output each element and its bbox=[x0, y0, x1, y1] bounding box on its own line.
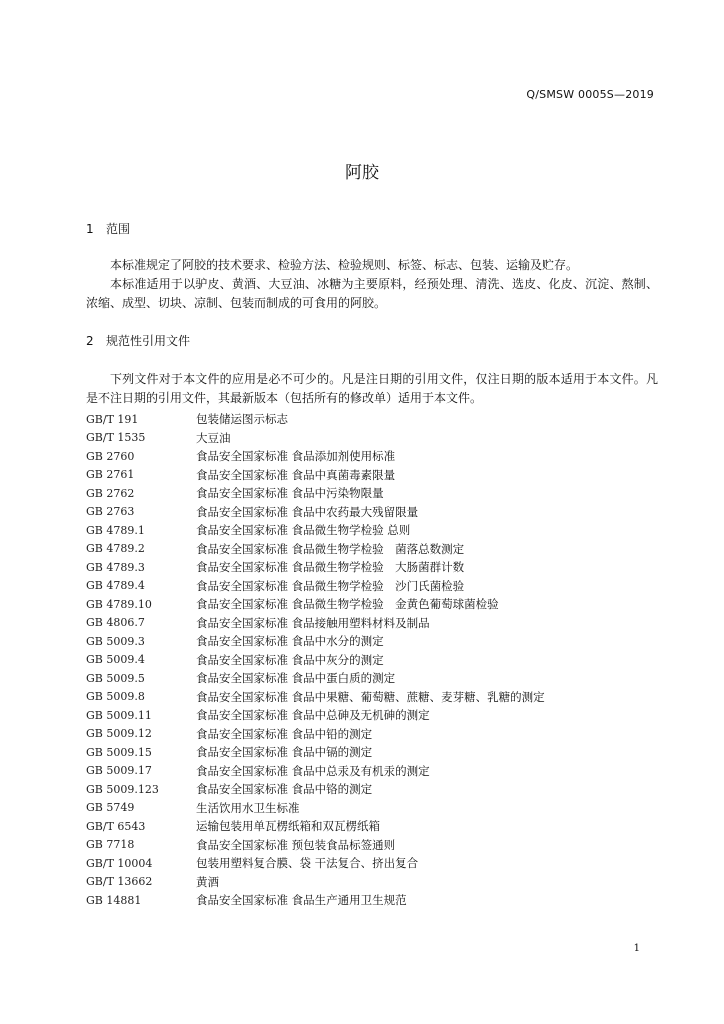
reference-code: GB/T 13662 bbox=[86, 875, 153, 889]
reference-row bbox=[86, 466, 658, 485]
reference-row bbox=[86, 651, 658, 670]
reference-row bbox=[86, 669, 658, 688]
reference-row bbox=[86, 503, 658, 522]
page-number: 1 bbox=[633, 943, 640, 954]
reference-code: GB 2762 bbox=[86, 486, 135, 500]
reference-name: 大豆油 bbox=[196, 430, 231, 445]
reference-name: 运输包装用单瓦楞纸箱和双瓦楞纸箱 bbox=[196, 819, 380, 834]
reference-code: GB 5009.12 bbox=[86, 727, 152, 741]
reference-row bbox=[86, 799, 658, 818]
reference-code: GB 7718 bbox=[86, 838, 135, 852]
reference-code: GB 2761 bbox=[86, 468, 135, 482]
reference-code: GB 2763 bbox=[86, 505, 135, 519]
reference-row bbox=[86, 540, 658, 559]
reference-row bbox=[86, 836, 658, 855]
reference-code: GB/T 191 bbox=[86, 412, 139, 426]
reference-row bbox=[86, 447, 658, 466]
reference-code: GB 5749 bbox=[86, 801, 135, 815]
reference-code: GB 4789.4 bbox=[86, 579, 145, 593]
scope-paragraph-2: 本标准适用于以驴皮、黄酒、大豆油、冰糖为主要原料，经预处理、清洗、选皮、化皮、沉淀、熬制、浓缩、成型、切块、凉制、包装而制成的可食用的阿胶。 bbox=[86, 277, 658, 310]
reference-code: GB/T 6543 bbox=[86, 819, 146, 833]
document-code: Q/SMSW 0005S—2019 bbox=[526, 88, 654, 101]
reference-name: 食品安全国家标准 食品中蛋白质的测定 bbox=[196, 671, 396, 686]
reference-row bbox=[86, 429, 658, 448]
reference-name: 包装用塑料复合膜、袋 干法复合、挤出复合 bbox=[196, 856, 419, 871]
reference-code: GB 4789.10 bbox=[86, 597, 152, 611]
reference-name: 食品安全国家标准 食品微生物学检验 金黄色葡萄球菌检验 bbox=[196, 597, 499, 612]
reference-name: 生活饮用水卫生标准 bbox=[196, 800, 300, 815]
reference-row bbox=[86, 817, 658, 836]
reference-code: GB 5009.11 bbox=[86, 708, 152, 722]
reference-row bbox=[86, 762, 658, 781]
reference-row bbox=[86, 521, 658, 540]
reference-code: GB 5009.8 bbox=[86, 690, 145, 704]
reference-row bbox=[86, 632, 658, 651]
reference-row bbox=[86, 873, 658, 892]
reference-row bbox=[86, 614, 658, 633]
reference-name: 食品安全国家标准 食品添加剂使用标准 bbox=[196, 449, 396, 464]
reference-name: 食品安全国家标准 食品中铬的测定 bbox=[196, 782, 373, 797]
reference-name: 食品安全国家标准 食品中镉的测定 bbox=[196, 745, 373, 760]
reference-name: 食品安全国家标准 食品微生物学检验 菌落总数测定 bbox=[196, 541, 465, 556]
reference-code: GB/T 10004 bbox=[86, 856, 153, 870]
reference-name: 包装储运图示标志 bbox=[196, 412, 288, 427]
section-1-title: 范围 bbox=[106, 222, 131, 236]
reference-name: 食品安全国家标准 食品接触用塑料材料及制品 bbox=[196, 615, 430, 630]
section-1-number: 1 bbox=[86, 222, 94, 236]
reference-row bbox=[86, 725, 658, 744]
reference-name: 食品安全国家标准 食品中灰分的测定 bbox=[196, 652, 384, 667]
references-intro-paragraph: 下列文件对于本文件的应用是必不可少的。凡是注日期的引用文件，仅注日期的版本适用于本文件。凡是不注日期的引用文件，其最新版本（包括所有的修改单）适用于本文件。 bbox=[86, 372, 658, 405]
reference-name: 食品安全国家标准 食品微生物学检验 总则 bbox=[196, 523, 411, 538]
scope-paragraph-1: 本标准规定了阿胶的技术要求、检验方法、检验规则、标签、标志、包装、运输及贮存。 bbox=[110, 258, 579, 272]
reference-row bbox=[86, 410, 658, 429]
reference-row bbox=[86, 891, 658, 910]
reference-code: GB 5009.4 bbox=[86, 653, 145, 667]
reference-row bbox=[86, 595, 658, 614]
reference-row bbox=[86, 688, 658, 707]
reference-name: 黄酒 bbox=[196, 874, 219, 889]
reference-code: GB 4806.7 bbox=[86, 616, 145, 630]
reference-code: GB 5009.5 bbox=[86, 671, 145, 685]
reference-row bbox=[86, 706, 658, 725]
reference-code: GB 4789.1 bbox=[86, 523, 145, 537]
reference-list bbox=[86, 410, 658, 910]
reference-name: 食品安全国家标准 食品中水分的测定 bbox=[196, 634, 384, 649]
reference-row bbox=[86, 854, 658, 873]
reference-name: 食品安全国家标准 食品中铅的测定 bbox=[196, 726, 373, 741]
document-title: 阿胶 bbox=[345, 163, 379, 183]
reference-code: GB 5009.3 bbox=[86, 634, 145, 648]
reference-name: 食品安全国家标准 食品中污染物限量 bbox=[196, 486, 384, 501]
section-1-heading bbox=[86, 220, 130, 237]
reference-code: GB 5009.15 bbox=[86, 745, 152, 759]
reference-name: 食品安全国家标准 食品生产通用卫生规范 bbox=[196, 893, 407, 908]
reference-row bbox=[86, 558, 658, 577]
reference-code: GB 4789.2 bbox=[86, 542, 145, 556]
reference-name: 食品安全国家标准 食品中总汞及有机汞的测定 bbox=[196, 763, 430, 778]
reference-code: GB/T 1535 bbox=[86, 431, 146, 445]
reference-name: 食品安全国家标准 食品微生物学检验 沙门氏菌检验 bbox=[196, 578, 465, 593]
section-2-title: 规范性引用文件 bbox=[106, 334, 191, 348]
reference-row bbox=[86, 743, 658, 762]
reference-name: 食品安全国家标准 食品中果糖、葡萄糖、蔗糖、麦芽糖、乳糖的测定 bbox=[196, 689, 545, 704]
reference-row bbox=[86, 484, 658, 503]
reference-code: GB 14881 bbox=[86, 893, 142, 907]
reference-row bbox=[86, 780, 658, 799]
reference-name: 食品安全国家标准 预包装食品标签通则 bbox=[196, 837, 396, 852]
reference-code: GB 5009.17 bbox=[86, 764, 152, 778]
reference-row bbox=[86, 577, 658, 596]
section-2-number: 2 bbox=[86, 334, 94, 348]
reference-code: GB 4789.3 bbox=[86, 560, 145, 574]
reference-name: 食品安全国家标准 食品微生物学检验 大肠菌群计数 bbox=[196, 560, 465, 575]
reference-code: GB 5009.123 bbox=[86, 782, 159, 796]
section-2-heading bbox=[86, 332, 190, 349]
reference-name: 食品安全国家标准 食品中农药最大残留限量 bbox=[196, 504, 419, 519]
reference-name: 食品安全国家标准 食品中总砷及无机砷的测定 bbox=[196, 708, 430, 723]
reference-name: 食品安全国家标准 食品中真菌毒素限量 bbox=[196, 467, 396, 482]
reference-code: GB 2760 bbox=[86, 449, 135, 463]
